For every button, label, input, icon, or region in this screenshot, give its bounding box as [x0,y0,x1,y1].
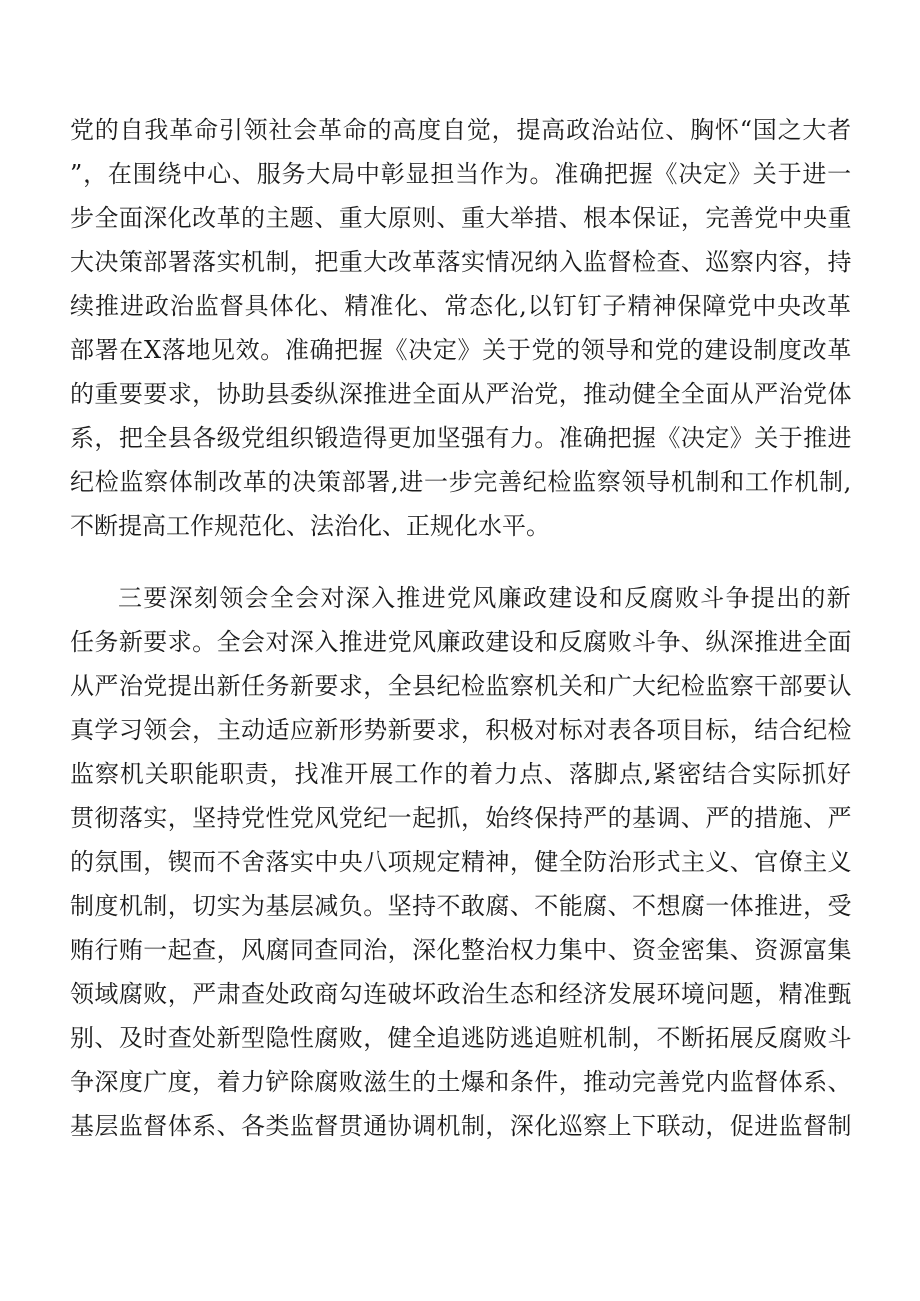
paragraph-2-line-12: 争深度广度，着力铲除腐败滋生的土爆和条件，推动完善党内监督体系、 [70,1068,852,1096]
paragraph-2-line-4: 真学习领会，主动适应新形势新要求，积极对标对表各项目标，结合纪检 [70,716,852,744]
paragraph-2-line-5: 监察机关职能职责，找准开展工作的着力点、落脚点,紧密结合实际抓好 [70,760,852,788]
paragraph-1-line-8: 系，把全县各级党组织锻造得更加坚强有力。准确把握《决定》关于推进 [70,424,852,452]
paragraph-2-line-11: 别、及时查处新型隐性腐败，健全追逃防逃追赃机制，不断拓展反腐败斗 [70,1024,852,1052]
paragraph-2-line-9: 贿行贿一起查，风腐同查同治，深化整治权力集中、资金密集、资源富集 [70,936,852,964]
paragraph-2-line-2: 任务新要求。全会对深入推进党风廉政建设和反腐败斗争、纵深推进全面 [70,628,852,656]
paragraph-1-line-7: 的重要要求，协助县委纵深推进全面从严治党，推动健全全面从严治党体 [70,380,852,408]
paragraph-1-line-4: 大决策部署落实机制，把重大改革落实情况纳入监督检查、巡察内容，持 [70,248,852,276]
paragraph-2-line-13: 基层监督体系、各类监督贯通协调机制，深化巡察上下联动，促进监督制 [70,1112,852,1140]
paragraph-2-line-8: 制度机制，切实为基层减负。坚持不敢腐、不能腐、不想腐一体推进，受 [70,892,852,920]
paragraph-1-line-10: 不断提高工作规范化、法治化、正规化水平。 [70,512,550,540]
paragraph-2-line-7: 的氛围，锲而不舍落实中央八项规定精神，健全防治形式主义、官僚主义 [70,848,852,876]
paragraph-2-line-10: 领域腐败，严肃查处政商勾连破坏政治生态和经济发展环境问题，精准甄 [70,980,852,1008]
paragraph-1-line-3: 步全面深化改革的主题、重大原则、重大举措、根本保证，完善党中央重 [70,204,852,232]
paragraph-1-line-6: 部署在X落地见效。准确把握《决定》关于党的领导和党的建设制度改革 [70,336,852,364]
paragraph-1-line-9: 纪检监察体制改革的决策部署,进一步完善纪检监察领导机制和工作机制, [70,468,852,496]
paragraph-1-line-1: 党的自我革命引领社会革命的高度自觉，提高政治站位、胸怀“国之大者 [70,116,852,144]
paragraph-2-line-3: 从严治党提出新任务新要求，全县纪检监察机关和广大纪检监察干部要认 [70,672,852,700]
paragraph-2-line-1: 三要深刻领会全会对深入推进党风廉政建设和反腐败斗争提出的新 [118,584,852,612]
paragraph-2-line-6: 贯彻落实，坚持党性党风党纪一起抓，始终保持严的基调、严的措施、严 [70,804,852,832]
paragraph-1-line-2: ”，在围绕中心、服务大局中彰显担当作为。准确把握《决定》关于进一 [70,160,852,188]
paragraph-1-line-5: 续推进政治监督具体化、精准化、常态化,以钉钉子精神保障党中央改革 [70,292,852,320]
